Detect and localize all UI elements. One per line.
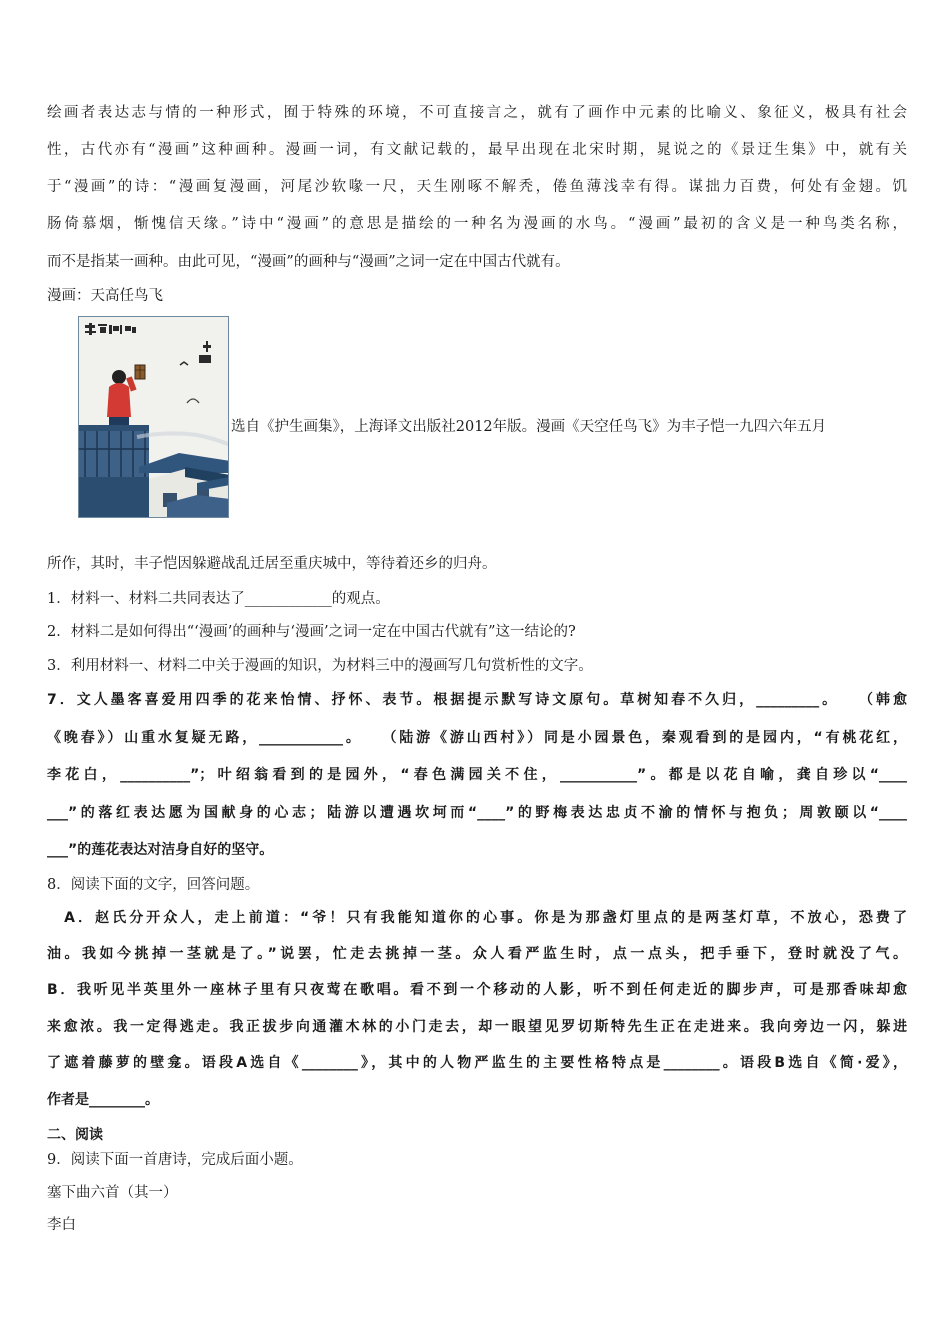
question-7-line: 李花白，__________”；叶绍翁看到的是园外，“春色满园关不住，___________”。都是以花自喻，龚自珍以“____	[47, 767, 907, 783]
question-8-header: 8．阅读下面的文字，回答问题。	[47, 877, 260, 893]
question-7-line: 7．文人墨客喜爱用四季的花来怡情、抒怀、表节。根据提示默写诗文原句。草树知春不久归，_________。 （韩愈	[47, 692, 907, 708]
section-heading: 二、阅读	[47, 1127, 103, 1143]
paragraph-line: 而不是指某一画种。由此可见，“漫画”的画种与“漫画”之词一定在中国古代就有。	[47, 254, 570, 270]
paragraph-line: 于“漫画”的诗：“漫画复漫画，河尾沙软喙一尺，天生刚啄不解秃，倦鱼薄浅幸有得。谋拙力百费，何处有金翅。饥	[47, 179, 907, 195]
question-3: 3．利用材料一、材料二中关于漫画的知识，为材料三中的漫画写几句赏析性的文字。	[47, 658, 593, 674]
question-8-line: 了遮着藤萝的壁龛。语段A选自《________》，其中的人物严监生的主要性格特点是________。语段B选自《简·爱》，	[47, 1055, 907, 1071]
question-8-line: 作者是________。	[47, 1092, 159, 1108]
question-2: 2．材料二是如何得出“‘漫画’的画种与‘漫画’之词一定在中国古代就有”这一结论的?	[47, 624, 576, 640]
paragraph-line: 性，古代亦有“漫画”这种画种。漫画一词，有文献记载的，最早出现在北宋时期，晁说之的《景迂生集》中，就有关	[47, 142, 907, 158]
paragraph-line: 绘画者表达志与情的一种形式，囿于特殊的环境，不可直接言之，就有了画作中元素的比喻义、象征义，极具有社会	[47, 105, 907, 121]
caption-continued: 所作，其时，丰子恺因躲避战乱迁居至重庆城中，等待着还乡的归舟。	[47, 556, 497, 572]
paragraph-line: 肠倚慕烟，惭愧信天缘。”诗中“漫画”的意思是描绘的一种名为漫画的水鸟。“漫画”最初的含义是一种鸟类名称，	[47, 216, 907, 232]
question-7-line: ___”的莲花表达对洁身自好的坚守。	[47, 842, 274, 858]
question-1: 1．材料一、材料二共同表达了____________的观点。	[47, 591, 390, 607]
painting-title: 漫画：天高任鸟飞	[47, 288, 163, 304]
painting-image	[78, 316, 229, 518]
question-7-line: ___”的落红表达愿为国献身的心志；陆游以遭遇坎坷而“____”的野梅表达忠贞不渝的情怀与抱负；周敦颐以“____	[47, 805, 907, 821]
question-8-line: A．赵氏分开众人，走上前道：“爷！只有我能知道你的心事。你是为那盏灯里点的是两茎灯草，不放心，恐费了	[47, 910, 907, 926]
question-7-line: 《晚春》）山重水复疑无路，____________。 （陆游《游山西村》）同是小园景色，秦观看到的是园内，“有桃花红，	[47, 730, 907, 746]
painting-caption: 选自《护生画集》，上海译文出版社2012年版。漫画《天空任鸟飞》为丰子恺一九四六年五月	[231, 419, 827, 435]
poem-author: 李白	[47, 1217, 76, 1233]
question-8-line: B．我听见半英里外一座林子里有只夜莺在歌唱。看不到一个移动的人影，听不到任何走近的脚步声，可是那香味却愈	[47, 982, 907, 998]
question-9: 9．阅读下面一首唐诗，完成后面小题。	[47, 1152, 303, 1168]
question-8-line: 油。我如今挑掉一茎就是了。”说罢，忙走去挑掉一茎。众人看严监生时，点一点头，把手垂下，登时就没了气。	[47, 946, 907, 962]
question-8-line: 来愈浓。我一定得逃走。我正拔步向通灌木林的小门走去，却一眼望见罗切斯特先生正在走进来。我向旁边一闪，躲进	[47, 1019, 907, 1035]
poem-title: 塞下曲六首（其一）	[47, 1185, 178, 1201]
